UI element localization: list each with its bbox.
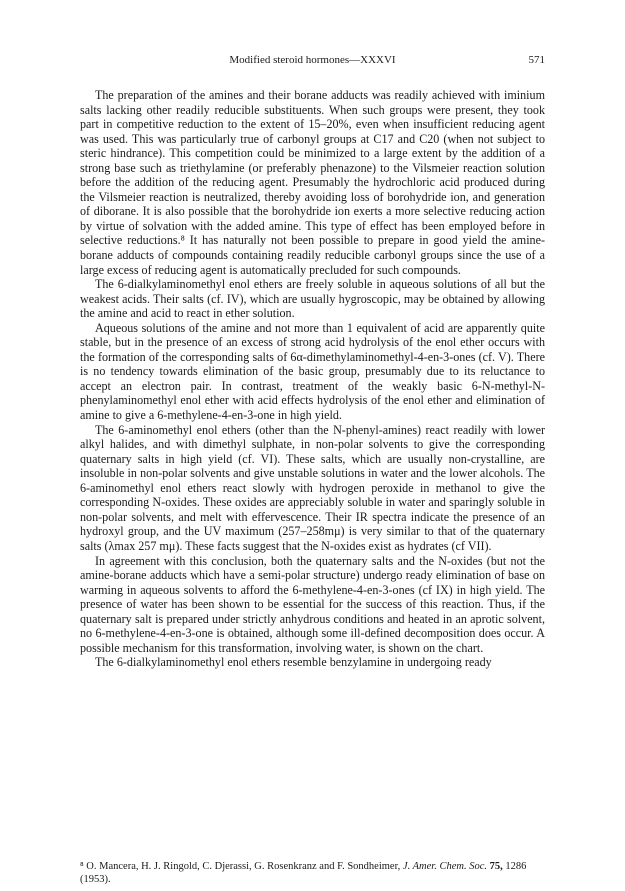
paragraph-2: The 6-dialkylaminomethyl enol ethers are freely soluble in aqueous solutions of all but the weakest acids. Their salts (cf. IV), which are usually hygroscopic, may be obtained by allowing the amine and acid to react in ether solution.	[80, 277, 545, 321]
running-title: Modified steroid hormones—XXXVI	[229, 54, 396, 66]
footnote-journal: J. Amer. Chem. Soc.	[402, 861, 487, 872]
page-number: 571	[528, 54, 545, 66]
footnote-text	[80, 860, 545, 886]
paragraph-3: Aqueous solutions of the amine and not more than 1 equivalent of acid are apparently quite stable, but in the presence of an excess of strong acid hydrolysis of the enol ether occurs with the formation of the corresponding salts of 6α-dimethylaminomethyl-4-en-3-ones (cf. V). There is no tendency towards elimination of the basic group, presumably due to its reluctance to accept an electron pair. In contrast, treatment of the weakly basic 6-N-methyl-N-phenylaminomethyl enol ether with acid effects hydrolysis of the enol ether and elimination of amine to give a 6-methylene-4-en-3-one in high yield.	[80, 320, 545, 423]
paragraph-1: The preparation of the amines and their borane adducts was readily achieved with iminium salts lacking other readily reducible substituents. When such groups were present, they took part in competitive reduction to the extent of 15–20%, even when insufficient reducing agent was used. This was particularly true of carbonyl groups at C17 and C20 (when not subject to steric hindrance). This competition could be minimized to a large extent by the addition of a strong base such as triethylamine (or preferably phenazone) to the Vilsmeier reaction solution before the addition of the reducing agent. Presumably the hydrochloric acid produced during the Vilsmeier reaction is neutralized, thereby avoiding loss of borohydride ion, and generation of diborane. It is also possible that the borohydride ion exerts a more selective reducing action by virtue of solvation with the added amine. This type of effect has been employed before in selective reductions.⁸ It has naturally not been possible to prepare in good yield the amine-borane adducts of compounds containing readily reducible carbonyl groups since the use of a large excess of reducing agent is automatically precluded for such compounds.	[80, 88, 545, 277]
footnote-pages: 1286 (1953).	[80, 861, 527, 885]
article-body	[80, 88, 545, 670]
paragraph-4: The 6-aminomethyl enol ethers (other than the N-phenyl-amines) react readily with lower alkyl halides, and with dimethyl sulphate, in non-polar solvents to give the corresponding quaternary salts in high yield (cf. VI). These salts, which are usually non-crystalline, are insoluble in non-polar solvents and give unstable solutions in water and the lower alcohols. The 6-aminomethyl enol ethers react slowly with hydrogen peroxide in methanol to give the corresponding N-oxides. These oxides are appreciably soluble in water and sparingly soluble in non-polar solvents, and melt with effervescence. Their IR spectra indicate the presence of an hydroxyl group, and the UV maximum (257–258mμ) is very similar to that of the quaternary salts (λmax 257 mμ). These facts suggest that the N-oxides exist as hydrates (cf VII).	[80, 422, 545, 553]
paragraph-6: The 6-dialkylaminomethyl enol ethers resemble benzylamine in undergoing ready	[95, 655, 492, 670]
footnote-volume: 75,	[489, 861, 503, 872]
paragraph-5: In agreement with this conclusion, both the quaternary salts and the N-oxides (but not the amine-borane adducts which have a semi-polar structure) undergo ready elimination of base on warming in aqueous solvents to afford the 6-methylene-4-en-3-ones (cf IX) in high yield. The presence of water has been shown to be essential for the success of this reaction. Thus, if the quaternary salt is prepared under strictly anhydrous conditions and heated in an aprotic solvent, no 6-methylene-4-en-3-one is obtained, although some ill-defined decomposition does occur. A possible mechanism for this transformation, involving water, is shown on the chart.	[80, 553, 545, 655]
footnote	[80, 860, 545, 886]
footnote-marker: ⁸	[80, 861, 84, 872]
footnote-authors: O. Mancera, H. J. Ringold, C. Djerassi, G. Rosenkranz and F. Sondheimer,	[86, 861, 401, 872]
running-header	[80, 54, 545, 72]
